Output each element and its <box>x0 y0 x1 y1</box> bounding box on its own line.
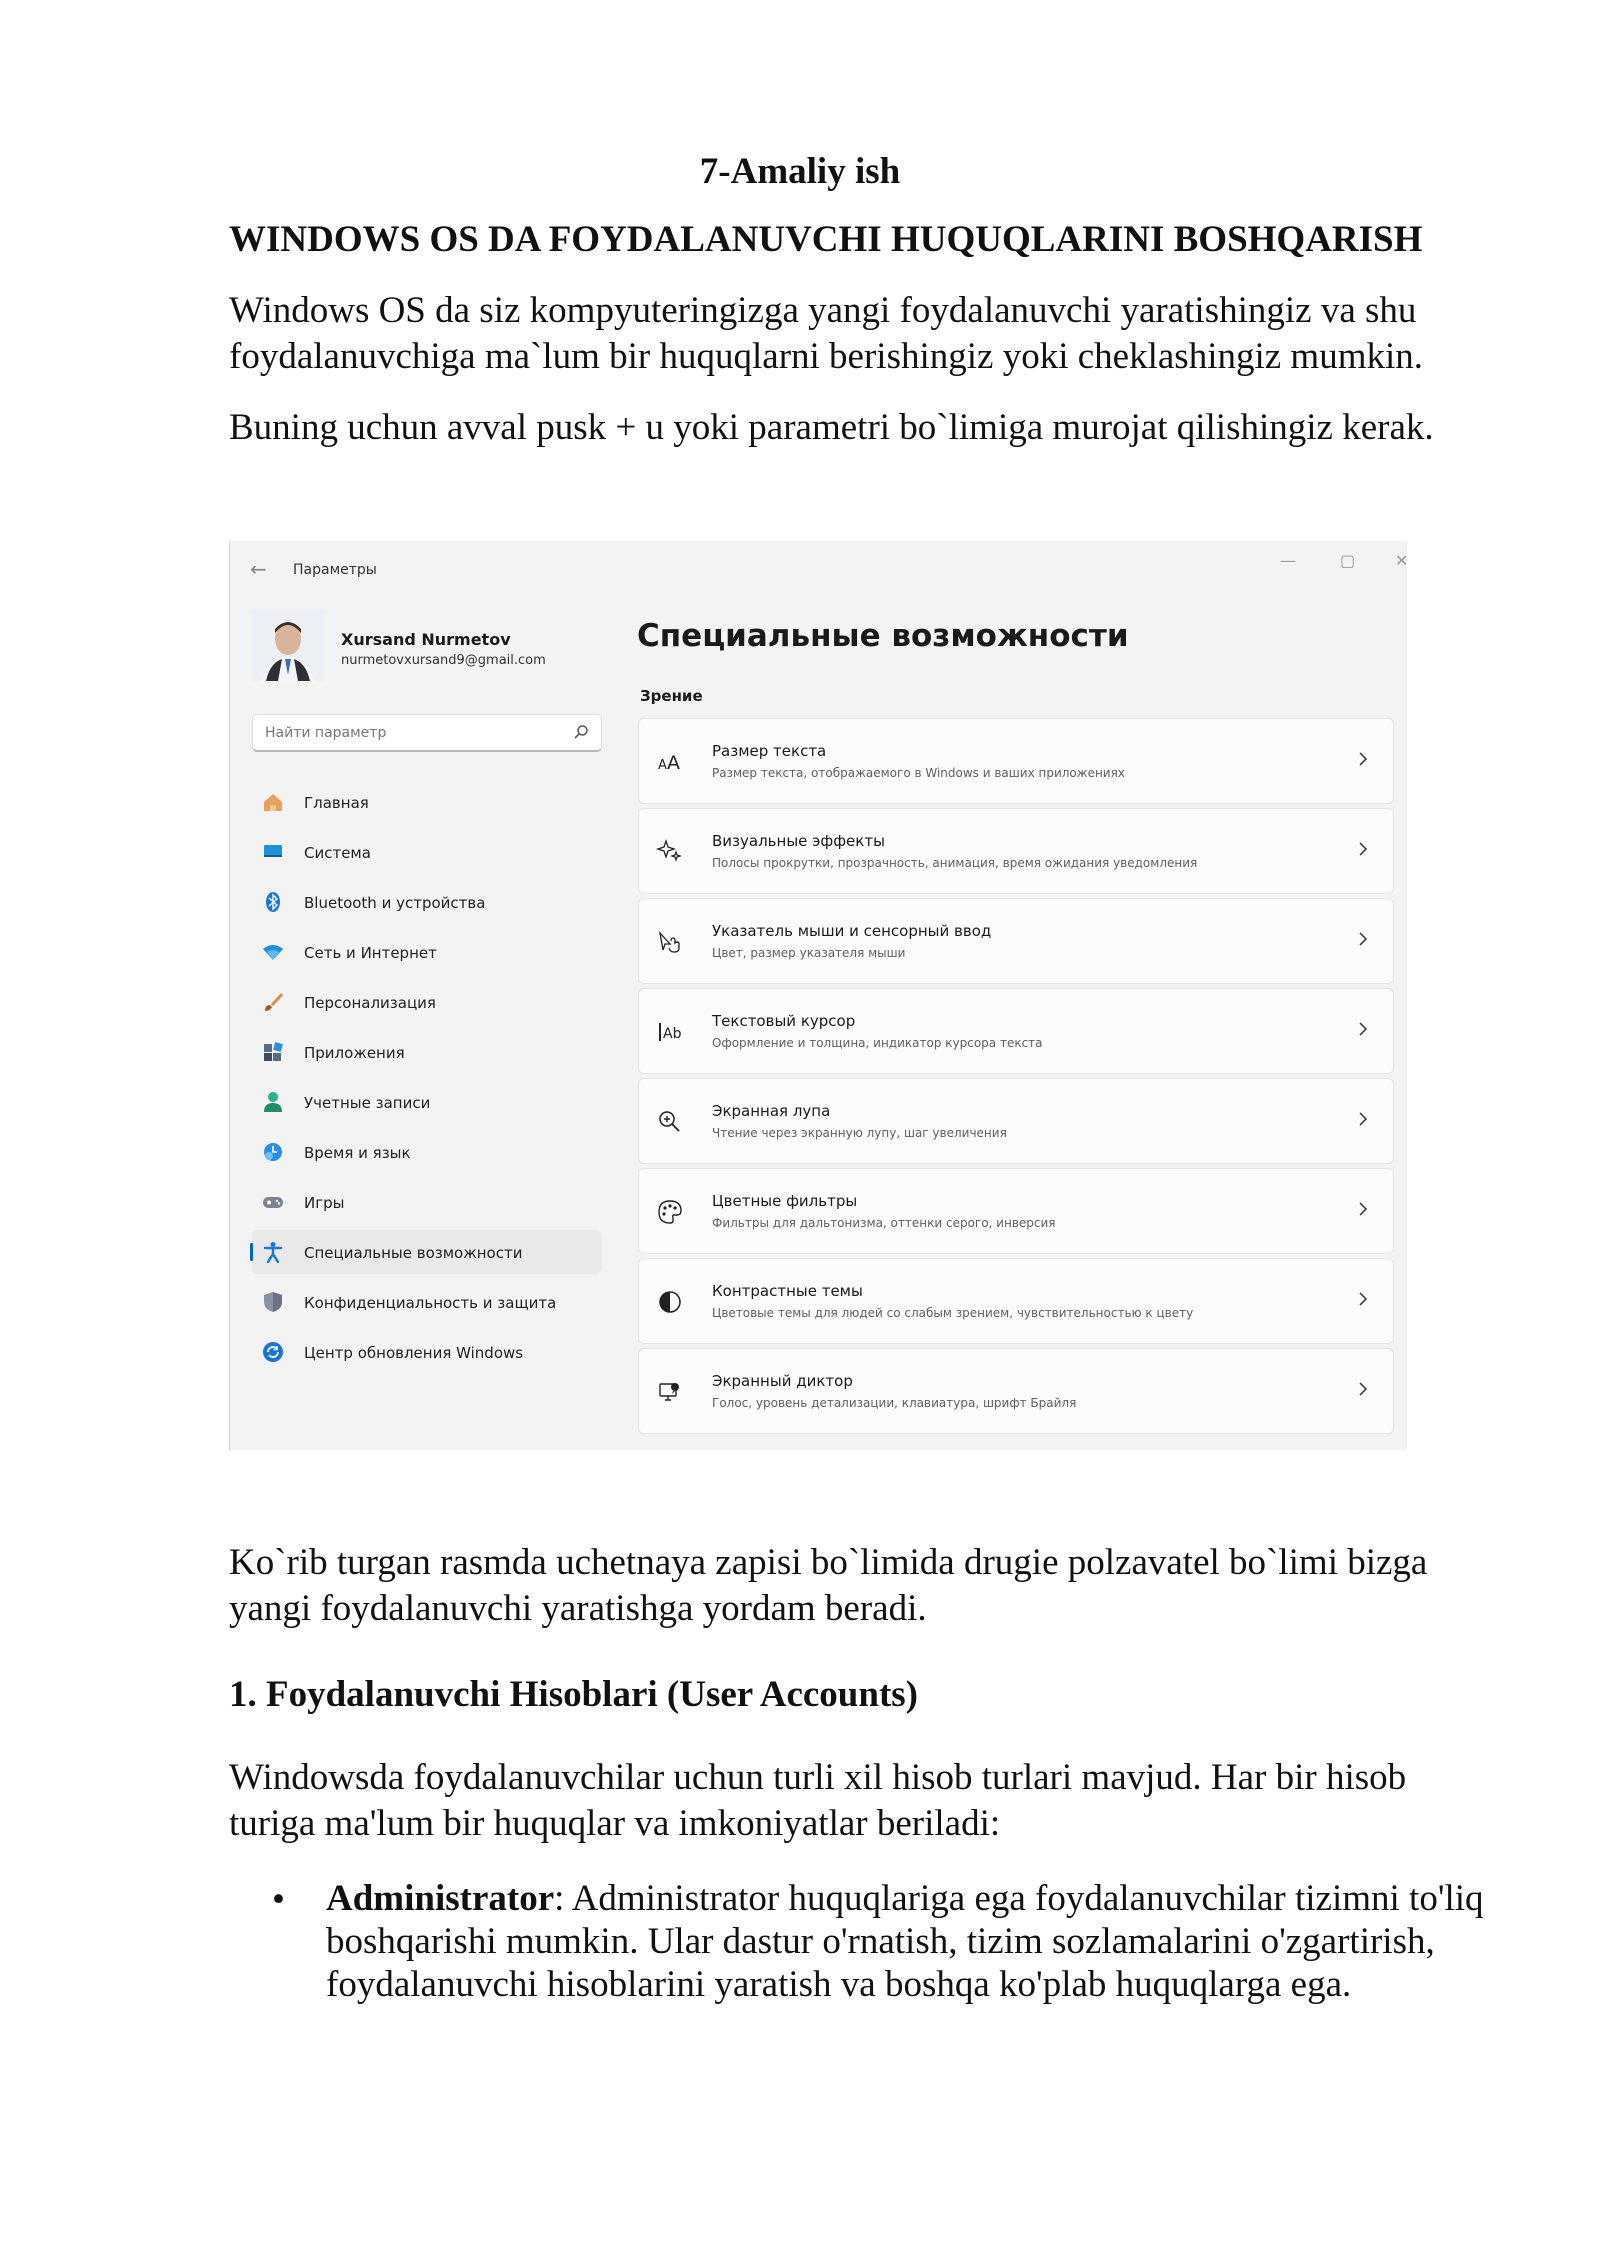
sidebar-item-label: Конфиденциальность и защита <box>304 1294 557 1312</box>
maximize-button[interactable]: ▢ <box>1340 551 1356 570</box>
shield-icon <box>262 1291 284 1313</box>
search-placeholder: Найти параметр <box>265 725 387 741</box>
user-email: nurmetovxursand9@gmail.com <box>341 653 546 668</box>
sidebar-item-accounts[interactable] <box>252 1080 602 1124</box>
close-button[interactable]: ✕ <box>1395 551 1409 570</box>
search-icon <box>573 724 589 740</box>
section-heading: 1. Foydalanuvchi Hisoblari (User Accounts) <box>229 1674 918 1715</box>
sidebar-item-privacy[interactable] <box>252 1280 602 1324</box>
settings-card-magnifier[interactable] <box>638 1078 1394 1164</box>
sidebar-item-personalization[interactable] <box>252 980 602 1024</box>
sidebar-item-label: Система <box>304 844 371 862</box>
wifi-icon <box>262 941 284 963</box>
sidebar-item-apps[interactable] <box>252 1030 602 1074</box>
svg-text:Ab: Ab <box>663 1026 682 1042</box>
chevron-right-icon <box>1357 1200 1369 1218</box>
card-subtitle: Чтение через экранную лупу, шаг увеличения <box>712 1126 1007 1140</box>
sidebar-item-windows-update[interactable] <box>252 1330 602 1374</box>
bluetooth-icon <box>262 891 284 913</box>
sidebar-item-label: Игры <box>304 1194 345 1212</box>
sidebar-item-label: Центр обновления Windows <box>304 1344 524 1362</box>
text-size-icon <box>657 749 683 775</box>
explanation-paragraph: Ko`rib turgan rasmda uchetnaya zapisi bo`limida drugie polzavatel bo`limi bizga yangi foydalanuvchi yaratishga yordam beradi. <box>229 1542 1428 1629</box>
sidebar-item-time-language[interactable] <box>252 1130 602 1174</box>
intro-paragraph: Windows OS da siz kompyuteringizga yangi foydalanuvchi yaratishingiz va shu foydalanuvchiga ma`lum bir huquqlarni berishingiz yoki cheklashingiz mumkin. <box>229 290 1424 377</box>
chevron-right-icon <box>1357 1380 1369 1398</box>
accounts-icon <box>262 1091 284 1113</box>
apps-icon <box>262 1041 284 1063</box>
card-title: Контрастные темы <box>712 1282 863 1300</box>
sidebar-item-gaming[interactable] <box>252 1180 602 1224</box>
mouse-pointer-icon <box>657 929 683 955</box>
search-field[interactable] <box>252 714 602 752</box>
home-icon <box>262 791 284 813</box>
card-title: Текстовый курсор <box>712 1012 856 1030</box>
sidebar-item-label: Персонализация <box>304 994 436 1012</box>
settings-card-visual-effects[interactable] <box>638 808 1394 894</box>
sidebar-item-accessibility[interactable] <box>252 1230 602 1274</box>
visual-effects-icon <box>657 839 683 865</box>
bullet-item-administrator <box>326 1877 1506 2006</box>
narrator-icon <box>657 1379 683 1405</box>
sidebar-item-label: Учетные записи <box>304 1094 431 1112</box>
page-title: Специальные возможности <box>637 618 1129 654</box>
card-subtitle: Голос, уровень детализации, клавиатура, шрифт Брайля <box>712 1396 1077 1410</box>
settings-screenshot <box>229 541 1407 1450</box>
card-subtitle: Цвет, размер указателя мыши <box>712 946 906 960</box>
bullet-term: Administrator <box>326 1878 555 1919</box>
settings-card-narrator[interactable] <box>638 1348 1394 1434</box>
chevron-right-icon <box>1357 1290 1369 1308</box>
back-arrow-icon[interactable]: ← <box>250 557 267 581</box>
accessibility-icon <box>262 1241 284 1263</box>
settings-card-text-size[interactable] <box>638 718 1394 804</box>
settings-card-mouse-pointer[interactable] <box>638 898 1394 984</box>
sidebar-item-label: Bluetooth и устройства <box>304 894 486 912</box>
sidebar-item-network[interactable] <box>252 930 602 974</box>
chevron-right-icon <box>1357 930 1369 948</box>
sidebar-item-label: Сеть и Интернет <box>304 944 437 962</box>
card-title: Размер текста <box>712 742 827 760</box>
gamepad-icon <box>262 1191 284 1213</box>
card-subtitle: Размер текста, отображаемого в Windows и ваших приложениях <box>712 766 1125 780</box>
chevron-right-icon <box>1357 1110 1369 1128</box>
bullet-description: : Administrator huquqlariga ega foydalanuvchilar tizimni to'liq boshqarishi mumkin. Ular dastur o'rnatish, tizim sozlamalarini o'zgartirish, foydalanuvchi hisoblarini yaratish va boshqa ko'plab huquqlarga ega. <box>326 1878 1484 2005</box>
sidebar-item-label: Главная <box>304 794 369 812</box>
system-icon <box>262 841 284 863</box>
card-subtitle: Полосы прокрутки, прозрачность, анимация, время ожидания уведомления <box>712 856 1198 870</box>
settings-card-contrast-themes[interactable] <box>638 1258 1394 1344</box>
instruction-paragraph: Buning uchun avval pusk + u yoki parametri bo`limiga murojat qilishingiz kerak. <box>229 407 1434 448</box>
settings-card-color-filters[interactable] <box>638 1168 1394 1254</box>
card-title: Указатель мыши и сенсорный ввод <box>712 922 992 940</box>
svg-text:A: A <box>658 758 667 773</box>
chevron-right-icon <box>1357 1020 1369 1038</box>
chevron-right-icon <box>1357 750 1369 768</box>
magnifier-icon <box>657 1109 683 1135</box>
card-title: Цветные фильтры <box>712 1192 858 1210</box>
card-title: Экранный диктор <box>712 1372 853 1390</box>
card-subtitle: Оформление и толщина, индикатор курсора текста <box>712 1036 1043 1050</box>
sidebar-item-label: Специальные возможности <box>304 1244 523 1262</box>
card-subtitle: Фильтры для дальтонизма, оттенки серого, инверсия <box>712 1216 1056 1230</box>
document-title: 7-Amaliy ish <box>699 151 901 192</box>
minimize-button[interactable]: — <box>1280 551 1296 570</box>
avatar[interactable] <box>252 609 324 681</box>
svg-text:A: A <box>667 752 680 774</box>
active-indicator <box>250 1243 253 1261</box>
bullet-marker: • <box>272 1879 285 1920</box>
card-title: Экранная лупа <box>712 1102 831 1120</box>
sidebar-item-label: Приложения <box>304 1044 405 1062</box>
sidebar-item-system[interactable] <box>252 830 602 874</box>
sidebar-item-label: Время и язык <box>304 1144 411 1162</box>
window-title: Параметры <box>293 562 377 578</box>
document-heading: WINDOWS OS DA FOYDALANUVCHI HUQUQLARINI BOSHQARISH <box>229 219 1423 260</box>
chevron-right-icon <box>1357 840 1369 858</box>
sidebar-item-home[interactable] <box>252 780 602 824</box>
settings-card-text-cursor[interactable] <box>638 988 1394 1074</box>
sidebar-item-bluetooth[interactable] <box>252 880 602 924</box>
user-name: Xursand Nurmetov <box>341 630 511 649</box>
time-language-icon <box>262 1141 284 1163</box>
color-filter-icon <box>657 1199 683 1225</box>
card-title: Визуальные эффекты <box>712 832 885 850</box>
brush-icon <box>262 991 284 1013</box>
update-icon <box>262 1341 284 1363</box>
text-cursor-icon <box>657 1019 683 1045</box>
section-label: Зрение <box>640 687 703 705</box>
card-subtitle: Цветовые темы для людей со слабым зрением, чувствительностью к цвету <box>712 1306 1194 1320</box>
contrast-icon <box>657 1289 683 1315</box>
account-types-paragraph: Windowsda foydalanuvchilar uchun turli xil hisob turlari mavjud. Har bir hisob turiga ma'lum bir huquqlar va imkoniyatlar beriladi: <box>229 1757 1407 1844</box>
